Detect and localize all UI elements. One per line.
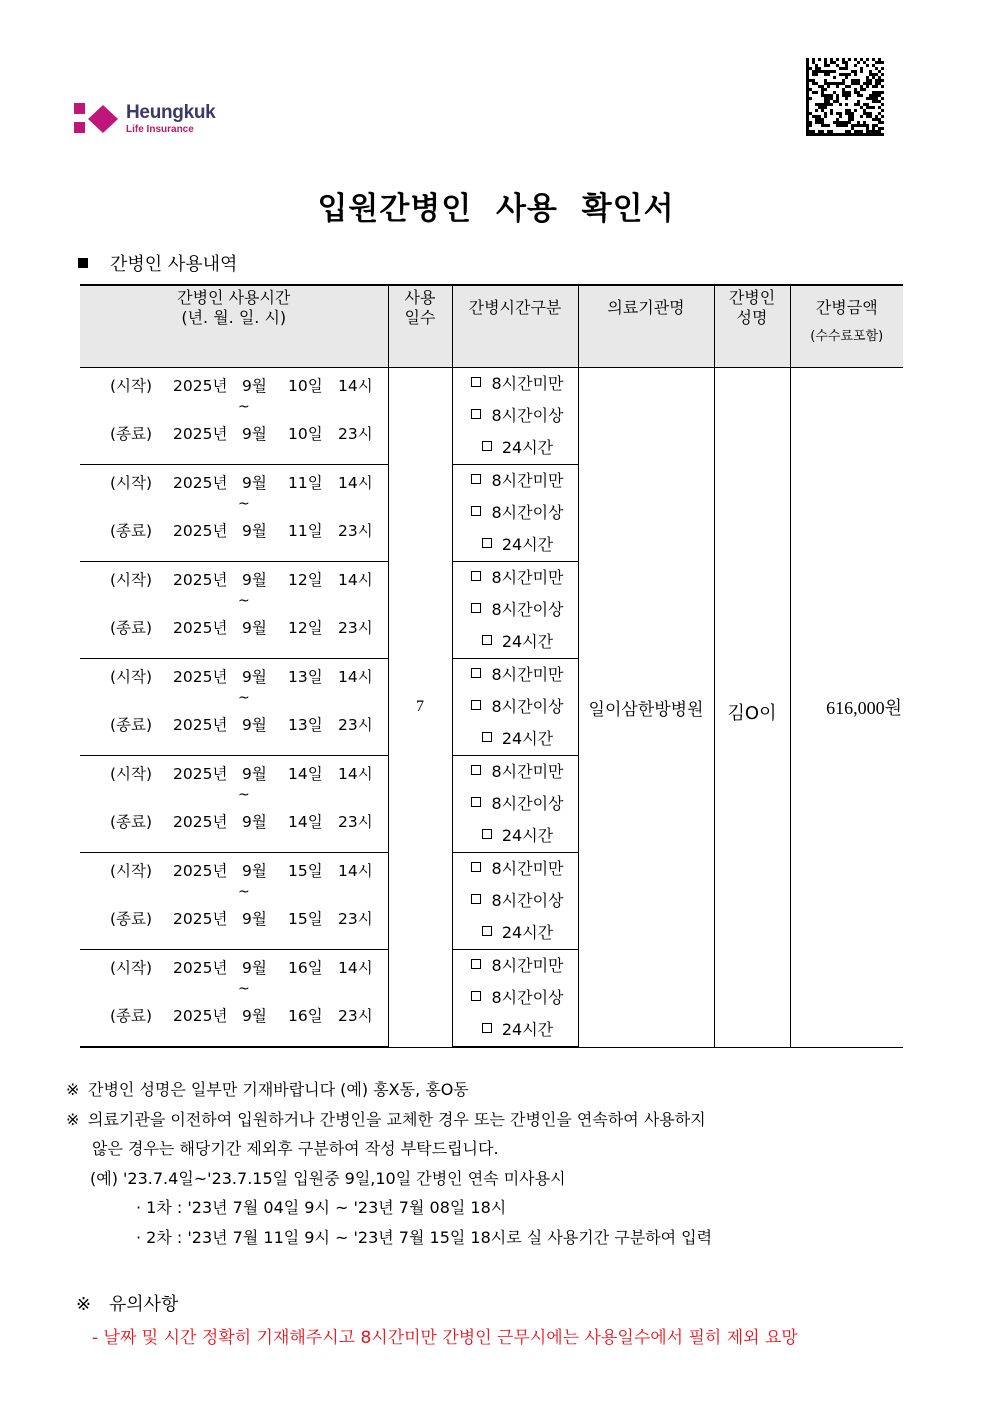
table-row xyxy=(80,368,903,465)
year: 2025년 xyxy=(173,764,228,783)
data-matrix-code-icon xyxy=(806,58,884,136)
caution-header xyxy=(76,1290,178,1316)
category-option[interactable]: 24시간 xyxy=(458,723,578,755)
category-option[interactable]: 24시간 xyxy=(458,529,578,561)
year: 2025년 xyxy=(173,521,228,540)
year: 2025년 xyxy=(173,424,228,443)
day: 14일 xyxy=(288,764,323,783)
year: 2025년 xyxy=(173,667,228,686)
tilde: ~ xyxy=(238,495,250,512)
usage-time-cell: (시작) 2025년 9월 15일 14시 ~ (종료) 2025년 9월 15일 23시 xyxy=(80,853,388,950)
header-usage-time: 간병인 사용시간 (년. 월. 일. 시) xyxy=(80,285,388,368)
month: 9월 xyxy=(242,1006,267,1025)
tilde: ~ xyxy=(238,398,250,415)
checkbox-icon[interactable] xyxy=(471,894,481,904)
day: 12일 xyxy=(288,570,323,589)
category-option[interactable]: 24시간 xyxy=(458,820,578,852)
category-option[interactable]: 8시간이상 xyxy=(458,982,578,1014)
tilde: ~ xyxy=(238,883,250,900)
hour: 23시 xyxy=(338,909,373,928)
checkbox-icon[interactable] xyxy=(482,732,492,742)
hour: 23시 xyxy=(338,424,373,443)
checkbox-icon[interactable] xyxy=(482,1023,492,1033)
hour: 23시 xyxy=(338,618,373,637)
time-category-cell xyxy=(452,465,578,562)
checkbox-icon[interactable] xyxy=(471,377,481,387)
checkbox-icon[interactable] xyxy=(471,668,481,678)
hour: 23시 xyxy=(338,521,373,540)
day: 16일 xyxy=(288,1006,323,1025)
hour: 14시 xyxy=(338,570,373,589)
category-option[interactable]: 8시간이상 xyxy=(458,594,578,626)
caregiver-name-cell: 김O이 xyxy=(714,368,790,1048)
checkbox-icon[interactable] xyxy=(471,797,481,807)
hour: 14시 xyxy=(338,667,373,686)
day: 10일 xyxy=(288,424,323,443)
month: 9월 xyxy=(242,715,267,734)
category-option[interactable]: 8시간이상 xyxy=(458,400,578,432)
checkbox-icon[interactable] xyxy=(482,635,492,645)
month: 9월 xyxy=(242,861,267,880)
year: 2025년 xyxy=(173,618,228,637)
square-bullet-icon xyxy=(78,258,88,268)
month: 9월 xyxy=(242,473,267,492)
usage-time-cell: (시작) 2025년 9월 16일 14시 ~ (종료) 2025년 9월 16일 23시 xyxy=(80,950,388,1048)
header-time-category: 간병시간구분 xyxy=(452,285,578,368)
logo-name: Heungkuk xyxy=(126,102,216,123)
day: 13일 xyxy=(288,667,323,686)
year: 2025년 xyxy=(173,376,228,395)
category-option[interactable]: 24시간 xyxy=(458,917,578,949)
caregiver-usage-table xyxy=(80,284,903,1048)
hour: 23시 xyxy=(338,812,373,831)
checkbox-icon[interactable] xyxy=(482,538,492,548)
checkbox-icon[interactable] xyxy=(482,926,492,936)
reference-mark-icon: ※ xyxy=(76,1294,92,1315)
month: 9월 xyxy=(242,764,267,783)
category-option[interactable]: 8시간미만 xyxy=(458,756,578,788)
section-header xyxy=(78,250,237,276)
checkbox-icon[interactable] xyxy=(471,991,481,1001)
category-option[interactable]: 8시간이상 xyxy=(458,788,578,820)
time-category-cell xyxy=(452,368,578,465)
month: 9월 xyxy=(242,618,267,637)
usage-days-cell: 7 xyxy=(388,368,452,1048)
note-line-2: 의료기관을 이전하여 입원하거나 간병인을 교체한 경우 또는 간병인을 연속하여 사용하지 xyxy=(88,1109,706,1129)
month: 9월 xyxy=(242,521,267,540)
time-category-cell xyxy=(452,659,578,756)
month: 9월 xyxy=(242,667,267,686)
tilde: ~ xyxy=(238,980,250,997)
day: 14일 xyxy=(288,812,323,831)
institution-cell: 일이삼한방병원 xyxy=(578,368,714,1048)
usage-time-cell: (시작) 2025년 9월 10일 14시 ~ (종료) 2025년 9월 10일 23시 xyxy=(80,368,388,465)
month: 9월 xyxy=(242,958,267,977)
amount-cell: 616,000원 xyxy=(790,368,903,1048)
time-category-cell xyxy=(452,950,578,1048)
checkbox-icon[interactable] xyxy=(471,862,481,872)
header-amount: 간병금액 (수수료포함) xyxy=(790,285,903,368)
hour: 14시 xyxy=(338,376,373,395)
month: 9월 xyxy=(242,909,267,928)
checkbox-icon[interactable] xyxy=(471,506,481,516)
checkbox-icon[interactable] xyxy=(471,700,481,710)
month: 9월 xyxy=(242,424,267,443)
year: 2025년 xyxy=(173,1006,228,1025)
checkbox-icon[interactable] xyxy=(471,571,481,581)
logo-sub: Life Insurance xyxy=(126,124,194,135)
header-caregiver-name: 간병인 성명 xyxy=(714,285,790,368)
category-option[interactable]: 8시간이상 xyxy=(458,691,578,723)
category-option[interactable]: 8시간미만 xyxy=(458,659,578,691)
usage-time-cell: (시작) 2025년 9월 14일 14시 ~ (종료) 2025년 9월 14일 23시 xyxy=(80,756,388,853)
header-institution: 의료기관명 xyxy=(578,285,714,368)
checkbox-icon[interactable] xyxy=(482,829,492,839)
reference-mark-icon: ※ xyxy=(66,1109,80,1129)
usage-time-cell: (시작) 2025년 9월 11일 14시 ~ (종료) 2025년 9월 11일 23시 xyxy=(80,465,388,562)
checkbox-icon[interactable] xyxy=(471,474,481,484)
checkbox-icon[interactable] xyxy=(482,441,492,451)
note-line-4: (예) '23.7.4일~'23.7.15일 입원중 9일,10일 간병인 연속 미사용시 xyxy=(90,1168,566,1188)
year: 2025년 xyxy=(173,861,228,880)
category-option[interactable]: 24시간 xyxy=(458,432,578,464)
day: 11일 xyxy=(288,473,323,492)
category-option[interactable]: 8시간미만 xyxy=(458,950,578,982)
day: 15일 xyxy=(288,909,323,928)
month: 9월 xyxy=(242,812,267,831)
hour: 14시 xyxy=(338,861,373,880)
day: 11일 xyxy=(288,521,323,540)
usage-time-cell: (시작) 2025년 9월 12일 14시 ~ (종료) 2025년 9월 12일 23시 xyxy=(80,562,388,659)
header-usage-days: 사용 일수 xyxy=(388,285,452,368)
year: 2025년 xyxy=(173,570,228,589)
time-category-cell xyxy=(452,853,578,950)
category-option[interactable]: 8시간미만 xyxy=(458,368,578,400)
category-option[interactable]: 8시간이상 xyxy=(458,885,578,917)
category-option[interactable]: 8시간이상 xyxy=(458,497,578,529)
hour: 23시 xyxy=(338,715,373,734)
note-line-5: · 1차 : '23년 7월 04일 9시 ~ '23년 7월 08일 18시 xyxy=(136,1198,507,1217)
year: 2025년 xyxy=(173,715,228,734)
caution-title: 유의사항 xyxy=(108,1294,179,1315)
checkbox-icon[interactable] xyxy=(471,409,481,419)
year: 2025년 xyxy=(173,958,228,977)
category-option[interactable]: 8시간미만 xyxy=(458,465,578,497)
year: 2025년 xyxy=(173,812,228,831)
hour: 23시 xyxy=(338,1006,373,1025)
tilde: ~ xyxy=(238,592,250,609)
year: 2025년 xyxy=(173,909,228,928)
day: 12일 xyxy=(288,618,323,637)
checkbox-icon[interactable] xyxy=(471,959,481,969)
month: 9월 xyxy=(242,376,267,395)
tilde: ~ xyxy=(238,786,250,803)
checkbox-icon[interactable] xyxy=(471,603,481,613)
notes-section xyxy=(66,1075,712,1252)
category-option[interactable]: 24시간 xyxy=(458,1014,578,1046)
usage-time-cell: (시작) 2025년 9월 13일 14시 ~ (종료) 2025년 9월 13일 23시 xyxy=(80,659,388,756)
reference-mark-icon: ※ xyxy=(66,1080,80,1099)
tilde: ~ xyxy=(238,689,250,706)
day: 10일 xyxy=(288,376,323,395)
checkbox-icon[interactable] xyxy=(471,765,481,775)
day: 13일 xyxy=(288,715,323,734)
section-title: 간병인 사용내역 xyxy=(110,254,238,275)
hour: 14시 xyxy=(338,473,373,492)
note-line-1: 간병인 성명은 일부만 기재바랍니다 (예) 홍X동, 홍O동 xyxy=(88,1080,469,1099)
hour: 14시 xyxy=(338,764,373,783)
caution-text: - 날짜 및 시간 정확히 기재해주시고 8시간미만 간병인 근무시에는 사용일수에서 필히 제외 요망 xyxy=(92,1328,798,1348)
year: 2025년 xyxy=(173,473,228,492)
category-option[interactable]: 8시간미만 xyxy=(458,562,578,594)
note-line-6: · 2차 : '23년 7월 11일 9시 ~ '23년 7월 15일 18시로 실 사용기간 구분하여 입력 xyxy=(136,1227,713,1247)
time-category-cell xyxy=(452,562,578,659)
time-category-cell xyxy=(452,756,578,853)
category-option[interactable]: 8시간미만 xyxy=(458,853,578,885)
company-logo xyxy=(72,102,242,138)
category-option[interactable]: 24시간 xyxy=(458,626,578,658)
hour: 14시 xyxy=(338,958,373,977)
day: 15일 xyxy=(288,861,323,880)
day: 16일 xyxy=(288,958,323,977)
note-line-3: 않은 경우는 해당기간 제외후 구분하여 작성 부탁드립니다. xyxy=(92,1139,499,1158)
month: 9월 xyxy=(242,570,267,589)
logo-mark-icon xyxy=(72,102,122,136)
document-title: 입원간병인 사용 확인서 xyxy=(317,191,675,227)
